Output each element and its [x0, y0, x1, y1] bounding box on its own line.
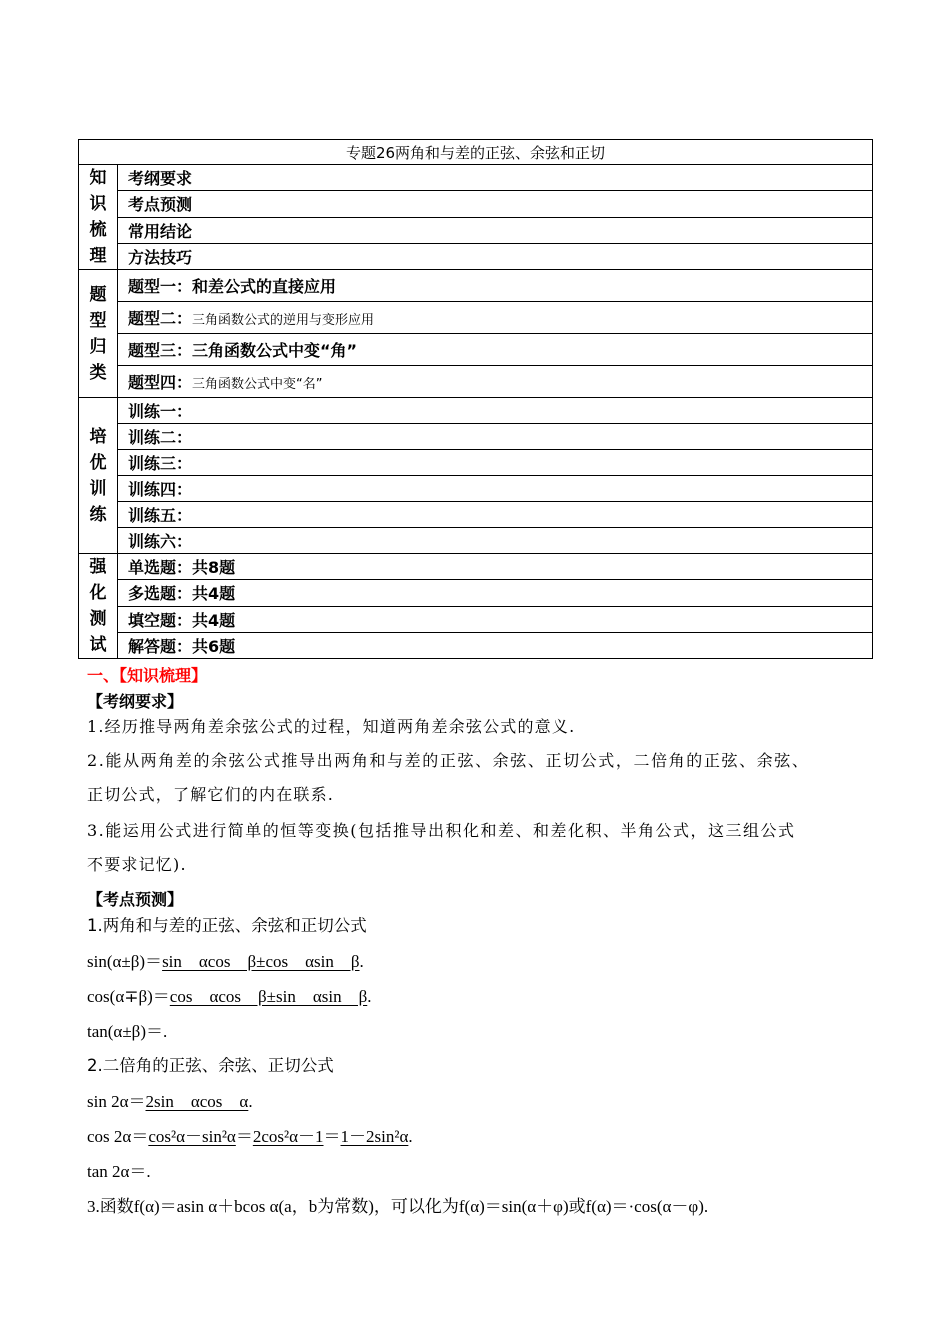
- outline-item: 训练四：: [118, 476, 873, 502]
- section-label-training: 培 优 训 练: [79, 398, 118, 554]
- requirement-line: 3.能运用公式进行简单的恒等变换(包括推导出积化和差、和差化积、半角公式，这三组公式: [87, 821, 796, 840]
- formula-sin-double: sin 2α＝2sin αcos α.: [87, 1092, 253, 1111]
- requirement-line: 2.能从两角差的余弦公式推导出两角和与差的正弦、余弦、正切公式，二倍角的正弦、余弦、: [87, 751, 810, 770]
- outline-item: 考纲要求: [118, 165, 873, 191]
- outline-item: 训练五：: [118, 502, 873, 528]
- requirement-line: 正切公式，了解它们的内在联系.: [87, 785, 335, 804]
- formula-tan-double: tan 2α＝.: [87, 1162, 151, 1181]
- formula-cos-double: cos 2α＝cos²α－sin²α＝2cos²α－1＝1－2sin²α.: [87, 1127, 413, 1146]
- requirement-line: 不要求记忆).: [87, 855, 187, 874]
- outline-item: 题型二：三角函数公式的逆用与变形应用: [118, 302, 873, 334]
- formula-cos-sum: cos(α∓β)＝cos αcos β±sin αsin β.: [87, 987, 372, 1006]
- formula-tan-sum: tan(α±β)＝.: [87, 1022, 168, 1041]
- outline-item: 解答题：共6题: [118, 632, 873, 658]
- outline-item: 多选题：共4题: [118, 580, 873, 606]
- outline-item: 题型四：三角函数公式中变“名”: [118, 366, 873, 398]
- outline-item: 填空题：共4题: [118, 606, 873, 632]
- outline-item: 训练二：: [118, 424, 873, 450]
- outline-title: 专题26两角和与差的正弦、余弦和正切: [79, 140, 873, 165]
- outline-item: 训练一：: [118, 398, 873, 424]
- outline-item: 题型一：和差公式的直接应用: [118, 270, 873, 302]
- formula-heading: 1.两角和与差的正弦、余弦和正切公式: [87, 916, 367, 935]
- requirement-line: 1.经历推导两角差余弦公式的过程，知道两角差余弦公式的意义.: [87, 717, 576, 736]
- section-heading: 一、【知识梳理】: [87, 666, 208, 685]
- section-label-tests: 强 化 测 试: [79, 554, 118, 659]
- section-label-knowledge: 知 识 梳 理: [79, 165, 118, 270]
- formula-heading: 2.二倍角的正弦、余弦、正切公式: [87, 1056, 334, 1075]
- requirements-heading: 【考纲要求】: [87, 692, 184, 711]
- outline-table: [78, 139, 873, 659]
- formula-auxiliary-angle: 3.函数f(α)＝asin α＋bcos α(a，b为常数)，可以化为f(α)＝sin(α＋φ)或f(α)＝·cos(α－φ).: [87, 1197, 709, 1216]
- outline-item: 单选题：共8题: [118, 554, 873, 580]
- outline-item: 方法技巧: [118, 243, 873, 269]
- outline-item: 常用结论: [118, 217, 873, 243]
- prediction-heading: 【考点预测】: [87, 890, 184, 909]
- outline-item: 题型三：三角函数公式中变“角”: [118, 334, 873, 366]
- outline-item: 训练三：: [118, 450, 873, 476]
- outline-item: 训练六：: [118, 528, 873, 554]
- formula-sin-sum: sin(α±β)＝sin αcos β±cos αsin β.: [87, 952, 364, 971]
- section-label-types: 题 型 归 类: [79, 270, 118, 398]
- outline-item: 考点预测: [118, 191, 873, 217]
